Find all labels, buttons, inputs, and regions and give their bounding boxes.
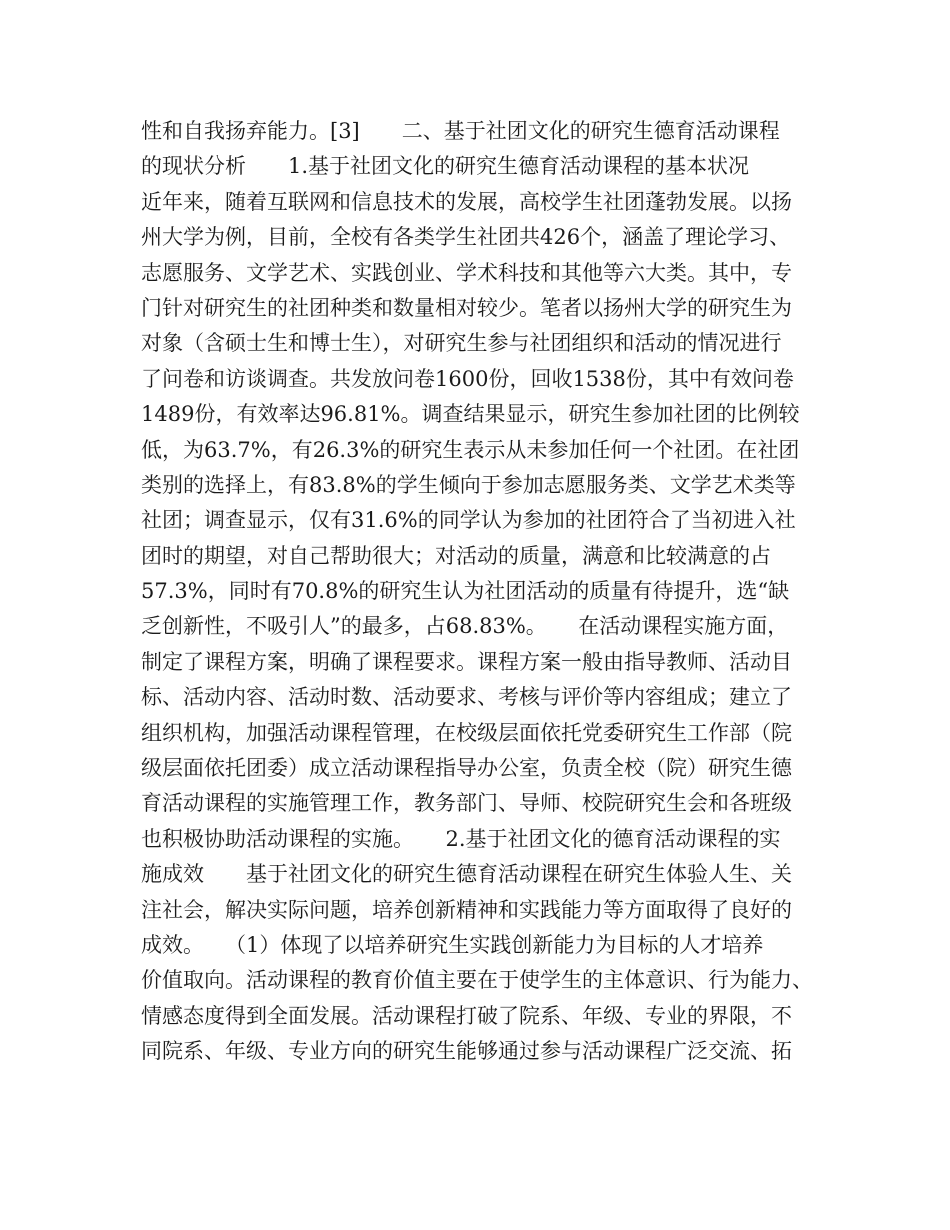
text-line: 制定了课程方案，明确了课程要求。课程方案一般由指导教师、活动目	[141, 649, 792, 674]
text-line: 情感态度得到全面发展。活动课程打破了院系、年级、专业的界限，不	[141, 1003, 792, 1028]
text-line: 志愿服务、文学艺术、实践创业、学术科技和其他等六大类。其中，专	[141, 260, 792, 285]
text-line: 近年来，随着互联网和信息技术的发展，高校学生社团蓬勃发展。以扬	[141, 189, 792, 214]
text-line: 团时的期望，对自己帮助很大；对活动的质量，满意和比较满意的占	[141, 543, 771, 568]
text-line: 标、活动内容、活动时数、活动要求、考核与评价等内容组成；建立了	[141, 685, 792, 710]
text-line: 57.3%，同时有70.8%的研究生认为社团活动的质量有待提升，选“缺	[141, 579, 790, 604]
text-line: 价值取向。活动课程的教育价值主要在于使学生的主体意识、行为能力、	[141, 968, 813, 993]
text-line: 了问卷和访谈调查。共发放问卷1600份，回收1538份，其中有效问卷	[141, 366, 794, 391]
text-line: 级层面依托团委）成立活动课程指导办公室，负责全校（院）研究生德	[141, 756, 792, 781]
text-line: 类别的选择上，有83.8%的学生倾向于参加志愿服务类、文学艺术类等	[141, 472, 796, 497]
text-line: 同院系、年级、专业方向的研究生能够通过参与活动课程广泛交流、拓	[141, 1039, 792, 1064]
text-line: 州大学为例，目前，全校有各类学生社团共426个，涵盖了理论学习、	[141, 225, 791, 250]
text-line: 也积极协助活动课程的实施。 2.基于社团文化的德育活动课程的实	[141, 826, 781, 851]
text-line: 注社会，解决实际问题，培养创新精神和实践能力等方面取得了良好的	[141, 897, 792, 922]
body-text	[141, 114, 831, 1070]
text-line: 社团；调查显示，仅有31.6%的同学认为参加的社团符合了当初进入社	[141, 508, 796, 533]
text-line: 乏创新性，不吸引人”的最多，占68.83%。 在活动课程实施方面，	[141, 614, 789, 639]
text-line: 低，为63.7%，有26.3%的研究生表示从未参加任何一个社团。在社团	[141, 437, 800, 462]
text-line: 性和自我扬弃能力。[3] 二、基于社团文化的研究生德育活动课程	[141, 119, 780, 143]
text-line: 施成效 基于社团文化的研究生德育活动课程在研究生体验人生、关	[141, 862, 792, 887]
text-line: 的现状分析 1.基于社团文化的研究生德育活动课程的基本状况	[141, 154, 750, 179]
text-line: 门针对研究生的社团种类和数量相对较少。笔者以扬州大学的研究生为	[141, 295, 792, 320]
text-line: 育活动课程的实施管理工作，教务部门、导师、校院研究生会和各班级	[141, 791, 792, 816]
text-line: 1489份，有效率达96.81%。调查结果显示，研究生参加社团的比例较	[141, 402, 800, 427]
text-line: 对象（含硕士生和博士生），对研究生参与社团组织和活动的情况进行	[141, 331, 782, 356]
text-line: 成效。 （1）体现了以培养研究生实践创新能力为目标的人才培养	[141, 932, 764, 957]
text-line: 组织机构，加强活动课程管理，在校级层面依托党委研究生工作部（院	[141, 720, 792, 745]
